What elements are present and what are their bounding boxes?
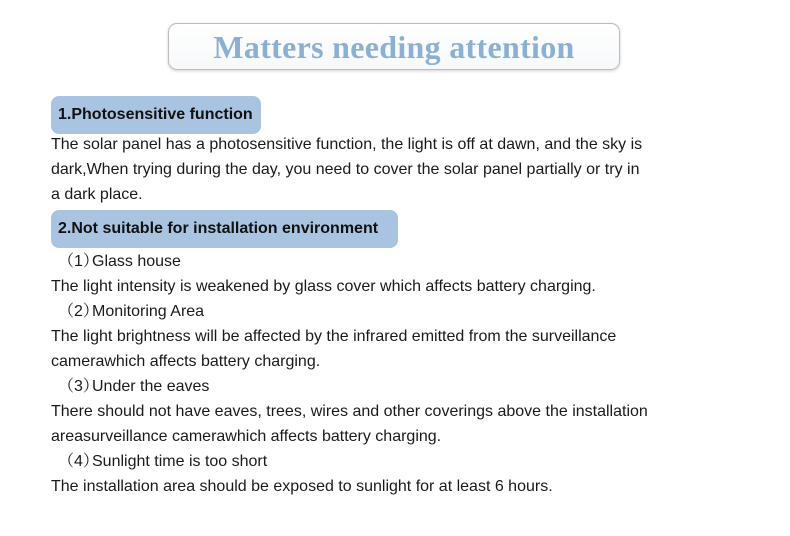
list-item-number: （1） [58, 253, 99, 270]
title-banner [168, 23, 620, 70]
list-item-title: Monitoring Area [92, 303, 205, 320]
body-text-line: The light brightness will be affected by the infrared emitted from the surveillance [51, 328, 617, 345]
page-title: Matters needing attention [213, 29, 575, 65]
body-text-line: The light intensity is weakened by glass cover which affects battery charging. [51, 278, 596, 295]
body-text-line: a dark place. [51, 186, 143, 203]
body-text-line: areasurveillance camerawhich affects battery charging. [51, 428, 442, 445]
body-text-line: camerawhich affects battery charging. [51, 353, 321, 370]
body-text-line: dark,When trying during the day, you need to cover the solar panel partially or try in [51, 161, 640, 178]
list-item-heading [58, 378, 209, 396]
section-header-photosensitive: 1.Photosensitive function [51, 96, 261, 134]
list-item-title: Sunlight time is too short [92, 453, 268, 470]
list-item-number: （3） [58, 378, 99, 395]
list-item-heading [58, 453, 267, 471]
section-header-installation-environment: 2.Not suitable for installation environment [51, 210, 398, 248]
list-item-number: （2） [58, 303, 99, 320]
list-item-title: Glass house [92, 253, 181, 270]
body-text-line: The installation area should be exposed to sunlight for at least 6 hours. [51, 478, 553, 495]
list-item-heading [58, 253, 181, 271]
list-item-number: （4） [58, 453, 99, 470]
list-item-title: Under the eaves [92, 378, 210, 395]
body-text-line: There should not have eaves, trees, wires and other coverings above the installation [51, 403, 648, 420]
body-text-line: The solar panel has a photosensitive function, the light is off at dawn, and the sky is [51, 136, 643, 153]
list-item-heading [58, 303, 204, 321]
